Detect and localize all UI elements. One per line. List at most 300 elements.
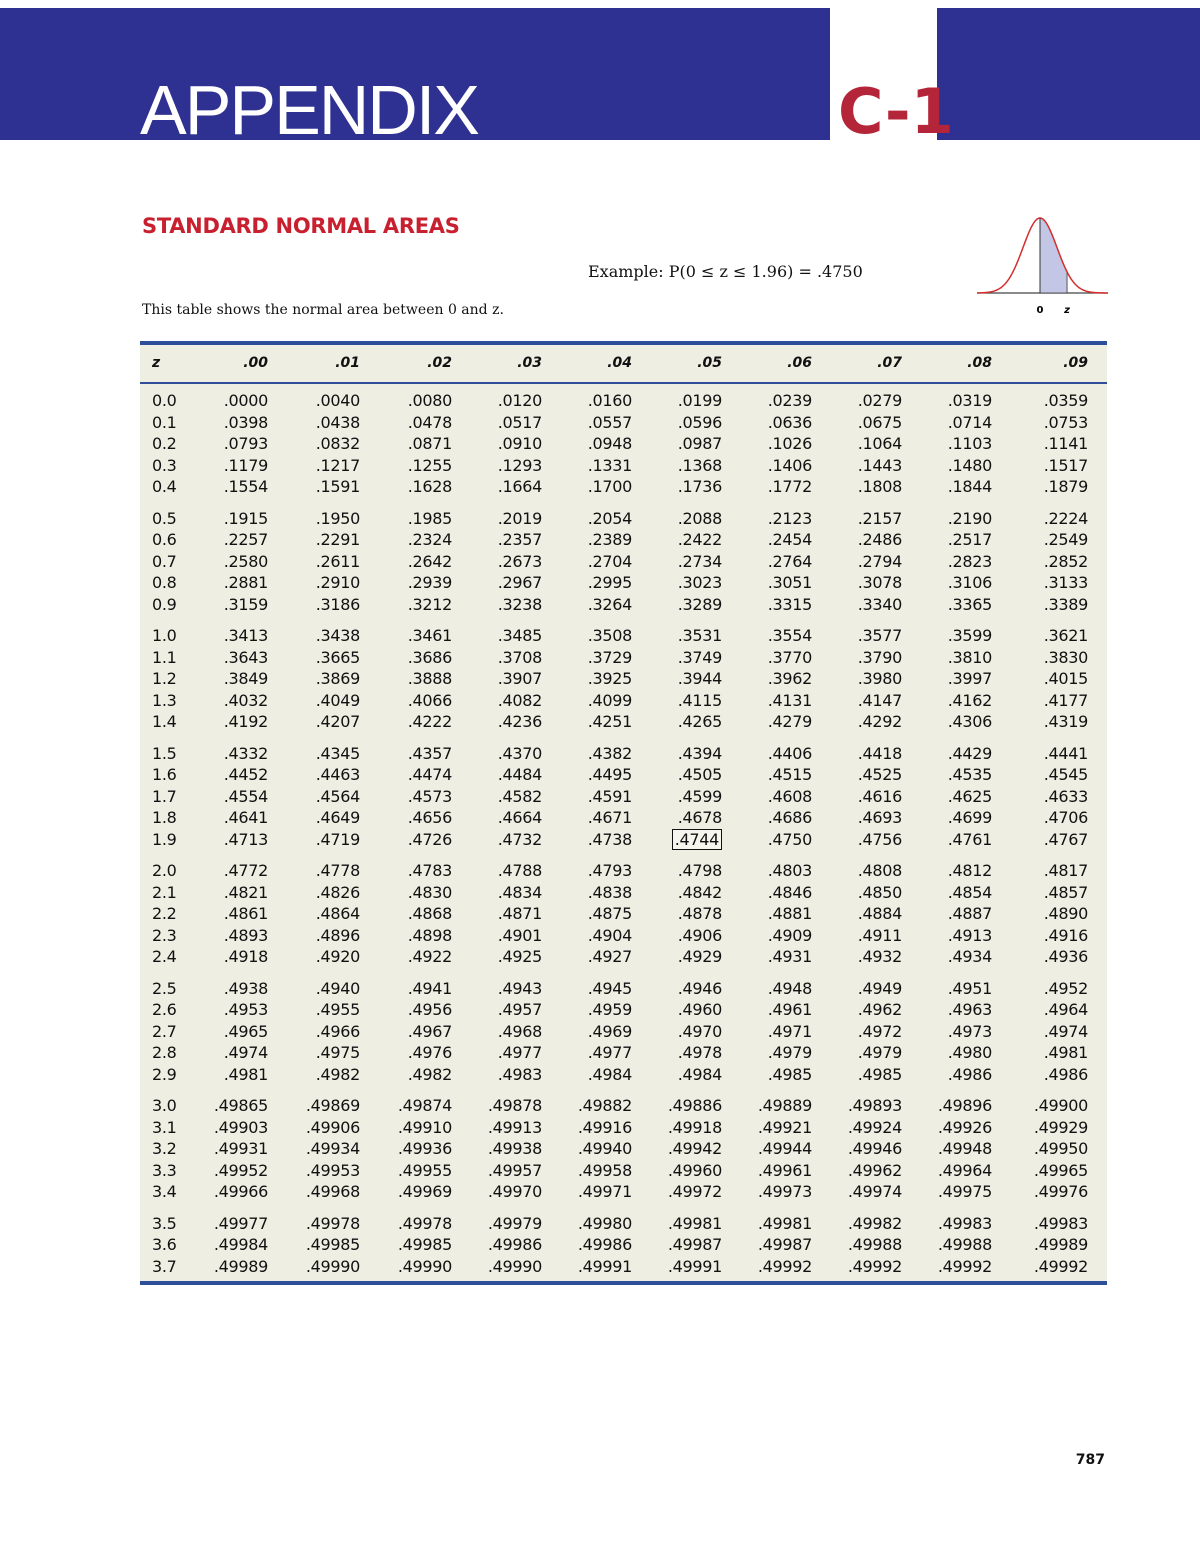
- table-row: [140, 572, 1107, 594]
- area-cell: .1879: [1043, 477, 1088, 497]
- area-cell: .49992: [757, 1256, 812, 1276]
- area-cell: .1026: [767, 434, 812, 454]
- area-cell: .2734: [677, 551, 722, 571]
- area-cell: .4474: [407, 765, 452, 785]
- area-cell: .0948: [587, 434, 632, 454]
- area-cell: .49965: [1033, 1160, 1088, 1180]
- area-cell: .49988: [937, 1235, 992, 1255]
- area-cell: .4857: [1043, 882, 1088, 902]
- area-cell: .4898: [407, 925, 452, 945]
- area-cell: .49973: [757, 1182, 812, 1202]
- area-cell: .4946: [677, 978, 722, 998]
- table-row: [140, 1064, 1107, 1086]
- area-cell: .49921: [757, 1117, 812, 1137]
- area-cell: .1443: [857, 455, 902, 475]
- z-value-cell: 2.0: [152, 861, 177, 880]
- table-row: [140, 764, 1107, 786]
- area-cell: .3461: [407, 626, 452, 645]
- area-cell: .49958: [577, 1160, 632, 1180]
- area-cell: .4162: [947, 690, 992, 710]
- area-cell: .3531: [677, 626, 722, 645]
- area-cell: .3078: [857, 573, 902, 593]
- area-cell: .1772: [767, 477, 812, 497]
- z-value-cell: 3.0: [152, 1096, 177, 1115]
- area-cell: .4984: [587, 1064, 632, 1084]
- table-row: [140, 946, 1107, 968]
- area-cell: .1103: [947, 434, 992, 454]
- area-cell: .3508: [587, 626, 632, 645]
- area-cell: .49983: [937, 1213, 992, 1233]
- area-cell: .4767: [1043, 829, 1088, 849]
- area-cell: .49991: [577, 1256, 632, 1276]
- area-cell: .1406: [767, 455, 812, 475]
- table-row: [140, 625, 1107, 647]
- area-cell: .4871: [497, 904, 542, 924]
- area-cell: .4207: [315, 712, 360, 732]
- area-cell: .3770: [767, 647, 812, 667]
- area-cell: .4938: [223, 978, 268, 998]
- area-cell: .49989: [213, 1256, 268, 1276]
- area-cell: .4131: [767, 690, 812, 710]
- area-cell: .4986: [947, 1064, 992, 1084]
- table-row: [140, 860, 1107, 882]
- z-value-cell: 0.5: [152, 508, 177, 528]
- section-title: STANDARD NORMAL AREAS: [142, 214, 460, 238]
- area-cell: .49966: [213, 1182, 268, 1202]
- area-cell: .4678: [677, 808, 722, 828]
- table-row: [140, 1117, 1107, 1139]
- area-cell: .4406: [767, 743, 812, 763]
- area-cell: .0359: [1043, 391, 1088, 410]
- area-cell: .3133: [1043, 573, 1088, 593]
- area-cell: .4738: [587, 829, 632, 849]
- area-cell: .3665: [315, 647, 360, 667]
- area-cell: .4049: [315, 690, 360, 710]
- area-cell: .4925: [497, 947, 542, 967]
- area-cell: .4693: [857, 808, 902, 828]
- area-cell: .4803: [767, 861, 812, 880]
- z-value-cell: 0.0: [152, 391, 177, 410]
- area-cell: .4625: [947, 786, 992, 806]
- area-cell: .4515: [767, 765, 812, 785]
- area-cell: .4893: [223, 925, 268, 945]
- area-cell: .4573: [407, 786, 452, 806]
- area-cell: .4980: [947, 1043, 992, 1063]
- area-cell: .4418: [857, 743, 902, 763]
- area-cell: .4956: [407, 1000, 452, 1020]
- area-cell: .3849: [223, 669, 268, 689]
- area-cell: .4973: [947, 1021, 992, 1041]
- table-row: [140, 1234, 1107, 1256]
- area-cell: .4936: [1043, 947, 1088, 967]
- area-cell: .4913: [947, 925, 992, 945]
- area-cell: .4966: [315, 1021, 360, 1041]
- area-cell: .4918: [223, 947, 268, 967]
- area-cell: .2549: [1043, 530, 1088, 550]
- area-cell: .1141: [1043, 434, 1088, 454]
- area-cell: .49969: [397, 1182, 452, 1202]
- table-row: [140, 1181, 1107, 1203]
- table-row: [140, 476, 1107, 498]
- area-cell: .2764: [767, 551, 812, 571]
- area-cell: .3997: [947, 669, 992, 689]
- area-cell: .4265: [677, 712, 722, 732]
- area-cell: .4868: [407, 904, 452, 924]
- area-cell: .3599: [947, 626, 992, 645]
- z-value-cell: 3.4: [152, 1182, 177, 1202]
- header-col-4: .03: [517, 355, 542, 371]
- area-cell: .1700: [587, 477, 632, 497]
- area-cell: .2224: [1043, 508, 1088, 528]
- area-cell: .1628: [407, 477, 452, 497]
- area-cell: .49878: [487, 1096, 542, 1115]
- area-cell: .4941: [407, 978, 452, 998]
- area-cell: .4957: [497, 1000, 542, 1020]
- area-cell: .4115: [677, 690, 722, 710]
- area-cell: .4932: [857, 947, 902, 967]
- area-cell: .4985: [857, 1064, 902, 1084]
- area-cell: .1985: [407, 508, 452, 528]
- area-cell: .0557: [587, 412, 632, 432]
- area-cell: .4931: [767, 947, 812, 967]
- table-row: [140, 594, 1107, 616]
- area-cell: .49916: [577, 1117, 632, 1137]
- z-label: z: [1064, 305, 1070, 316]
- area-cell: .0987: [677, 434, 722, 454]
- z-value-cell: 1.4: [152, 712, 177, 732]
- area-cell: .3264: [587, 594, 632, 614]
- area-cell: .3485: [497, 626, 542, 645]
- table-row: [140, 551, 1107, 573]
- area-cell: .49972: [667, 1182, 722, 1202]
- area-cell: .0517: [497, 412, 542, 432]
- z-value-cell: 2.5: [152, 978, 177, 998]
- header-col-5: .04: [607, 355, 632, 371]
- area-cell: .49990: [305, 1256, 360, 1276]
- area-cell: .49981: [667, 1213, 722, 1233]
- area-cell: .4649: [315, 808, 360, 828]
- area-cell: .3869: [315, 669, 360, 689]
- example-text: Example: P(0 ≤ z ≤ 1.96) = .4750: [588, 262, 863, 281]
- area-cell: .49968: [305, 1182, 360, 1202]
- header-col-6: .05: [697, 355, 722, 371]
- table-row: [140, 999, 1107, 1021]
- area-cell: .4345: [315, 743, 360, 763]
- header-z: z: [152, 355, 161, 371]
- area-cell: .49946: [847, 1139, 902, 1159]
- area-cell: .49985: [397, 1235, 452, 1255]
- area-cell: .4664: [497, 808, 542, 828]
- area-cell: .49882: [577, 1096, 632, 1115]
- area-cell: .4978: [677, 1043, 722, 1063]
- area-cell: .1591: [315, 477, 360, 497]
- area-cell: .49988: [847, 1235, 902, 1255]
- area-cell: .4878: [677, 904, 722, 924]
- area-cell: .3925: [587, 669, 632, 689]
- area-cell: .0279: [857, 391, 902, 410]
- area-cell: .0120: [497, 391, 542, 410]
- area-cell: .3980: [857, 669, 902, 689]
- area-cell: .4982: [407, 1064, 452, 1084]
- area-cell: .3051: [767, 573, 812, 593]
- area-cell: .4706: [1043, 808, 1088, 828]
- area-cell: .49886: [667, 1096, 722, 1115]
- area-cell: .1255: [407, 455, 452, 475]
- area-cell: .4808: [857, 861, 902, 880]
- area-cell: .4236: [497, 712, 542, 732]
- area-cell: .49931: [213, 1139, 268, 1159]
- area-cell: .4952: [1043, 978, 1088, 998]
- area-cell: .4975: [315, 1043, 360, 1063]
- area-cell: .4884: [857, 904, 902, 924]
- area-cell: .49865: [213, 1096, 268, 1115]
- area-cell: .3643: [223, 647, 268, 667]
- area-cell: .49924: [847, 1117, 902, 1137]
- area-cell: .4671: [587, 808, 632, 828]
- area-cell: .4971: [767, 1021, 812, 1041]
- z-value-cell: 3.5: [152, 1213, 177, 1233]
- area-cell: .2088: [677, 508, 722, 528]
- area-cell: .1217: [315, 455, 360, 475]
- area-cell: .3729: [587, 647, 632, 667]
- table-row: [140, 1160, 1107, 1182]
- area-cell: .0080: [407, 391, 452, 410]
- table-description: This table shows the normal area between 0 and z.: [142, 302, 504, 318]
- z-value-cell: 2.1: [152, 882, 177, 902]
- area-cell: .4850: [857, 882, 902, 902]
- area-cell: .4292: [857, 712, 902, 732]
- area-cell: .3790: [857, 647, 902, 667]
- table-row: [140, 1138, 1107, 1160]
- z-value-cell: 3.3: [152, 1160, 177, 1180]
- area-cell: .4968: [497, 1021, 542, 1041]
- table-row: [140, 529, 1107, 551]
- z-value-cell: 3.7: [152, 1256, 177, 1276]
- area-cell: .4861: [223, 904, 268, 924]
- area-cell: .1844: [947, 477, 992, 497]
- area-cell: .49990: [487, 1256, 542, 1276]
- area-cell: .4082: [497, 690, 542, 710]
- z-value-cell: 0.6: [152, 530, 177, 550]
- area-cell: .2794: [857, 551, 902, 571]
- area-cell: .1331: [587, 455, 632, 475]
- area-cell: .2019: [497, 508, 542, 528]
- area-cell: .0675: [857, 412, 902, 432]
- area-cell: .4834: [497, 882, 542, 902]
- area-cell: .49983: [1033, 1213, 1088, 1233]
- area-cell: .4525: [857, 765, 902, 785]
- area-cell: .4429: [947, 743, 992, 763]
- area-cell: .4099: [587, 690, 632, 710]
- z-value-cell: 3.2: [152, 1139, 177, 1159]
- area-cell: .4332: [223, 743, 268, 763]
- table-row: [140, 882, 1107, 904]
- area-cell: .2486: [857, 530, 902, 550]
- area-cell: .2995: [587, 573, 632, 593]
- area-cell: .49962: [847, 1160, 902, 1180]
- area-cell: .1179: [223, 455, 268, 475]
- area-cell: .0910: [497, 434, 542, 454]
- area-cell: .49974: [847, 1182, 902, 1202]
- area-cell: .3888: [407, 669, 452, 689]
- area-cell: .4306: [947, 712, 992, 732]
- page-number: 787: [1075, 1452, 1105, 1468]
- area-cell: .4948: [767, 978, 812, 998]
- area-cell: .3708: [497, 647, 542, 667]
- area-cell: .3830: [1043, 647, 1088, 667]
- area-cell: .4564: [315, 786, 360, 806]
- area-cell: .0000: [223, 391, 268, 410]
- area-cell: .4854: [947, 882, 992, 902]
- area-cell: .4772: [223, 861, 268, 880]
- area-cell: .4881: [767, 904, 812, 924]
- area-cell: .4953: [223, 1000, 268, 1020]
- area-cell: .49893: [847, 1096, 902, 1115]
- area-cell: .2852: [1043, 551, 1088, 571]
- area-cell: .4920: [315, 947, 360, 967]
- area-cell: .49985: [305, 1235, 360, 1255]
- area-cell: .4896: [315, 925, 360, 945]
- area-cell: .49952: [213, 1160, 268, 1180]
- area-cell: .4463: [315, 765, 360, 785]
- area-cell: .4756: [857, 829, 902, 849]
- z-value-cell: 2.8: [152, 1043, 177, 1063]
- area-cell: .49889: [757, 1096, 812, 1115]
- z-value-cell: 3.6: [152, 1235, 177, 1255]
- area-cell: .4599: [677, 786, 722, 806]
- area-cell: .4906: [677, 925, 722, 945]
- zero-label: 0: [1036, 305, 1044, 316]
- z-value-cell: 2.7: [152, 1021, 177, 1041]
- area-cell: .49934: [305, 1139, 360, 1159]
- area-cell: .49938: [487, 1139, 542, 1159]
- area-cell: .4901: [497, 925, 542, 945]
- table-row: [140, 455, 1107, 477]
- area-cell: .4904: [587, 925, 632, 945]
- area-cell: .3686: [407, 647, 452, 667]
- area-cell: .49944: [757, 1139, 812, 1159]
- area-cell: .4761: [947, 829, 992, 849]
- highlighted-value: .4744: [672, 829, 722, 850]
- area-cell: .1808: [857, 477, 902, 497]
- area-cell: .2611: [315, 551, 360, 571]
- area-cell: .4977: [587, 1043, 632, 1063]
- area-cell: .4793: [587, 861, 632, 880]
- area-cell: .4357: [407, 743, 452, 763]
- area-cell: .4964: [1043, 1000, 1088, 1020]
- area-cell: .4864: [315, 904, 360, 924]
- area-cell: .4887: [947, 904, 992, 924]
- area-cell: [642, 829, 722, 851]
- z-value-cell: 0.7: [152, 551, 177, 571]
- area-cell: .3186: [315, 594, 360, 614]
- area-cell: .4817: [1043, 861, 1088, 880]
- area-cell: .1064: [857, 434, 902, 454]
- area-cell: .4633: [1043, 786, 1088, 806]
- area-cell: .0714: [947, 412, 992, 432]
- area-cell: .4441: [1043, 743, 1088, 763]
- area-cell: .4686: [767, 808, 812, 828]
- area-cell: .4986: [1043, 1064, 1088, 1084]
- area-cell: .2881: [223, 573, 268, 593]
- table-row: [140, 978, 1107, 1000]
- area-cell: .4778: [315, 861, 360, 880]
- area-cell: .3389: [1043, 594, 1088, 614]
- area-cell: .49992: [847, 1256, 902, 1276]
- area-cell: .1293: [497, 455, 542, 475]
- area-cell: .4394: [677, 743, 722, 763]
- area-cell: .4382: [587, 743, 632, 763]
- area-cell: .1950: [315, 508, 360, 528]
- area-cell: .4916: [1043, 925, 1088, 945]
- area-cell: .4976: [407, 1043, 452, 1063]
- area-cell: .49960: [667, 1160, 722, 1180]
- table-row: [140, 1042, 1107, 1064]
- table-row: [140, 786, 1107, 808]
- area-cell: .49981: [757, 1213, 812, 1233]
- table-row: [140, 1095, 1107, 1117]
- area-cell: .4535: [947, 765, 992, 785]
- area-cell: .4719: [315, 829, 360, 849]
- area-cell: .49986: [487, 1235, 542, 1255]
- z-value-cell: 1.9: [152, 829, 177, 849]
- area-cell: .1915: [223, 508, 268, 528]
- area-cell: .0319: [947, 391, 992, 410]
- area-cell: .2123: [767, 508, 812, 528]
- area-cell: .1517: [1043, 455, 1088, 475]
- area-cell: .1554: [223, 477, 268, 497]
- area-cell: .3962: [767, 669, 812, 689]
- area-cell: .2673: [497, 551, 542, 571]
- area-cell: .4911: [857, 925, 902, 945]
- area-cell: .49906: [305, 1117, 360, 1137]
- area-cell: .0160: [587, 391, 632, 410]
- area-cell: .49961: [757, 1160, 812, 1180]
- area-cell: .49936: [397, 1139, 452, 1159]
- z-value-cell: 0.4: [152, 477, 177, 497]
- area-cell: .49929: [1033, 1117, 1088, 1137]
- area-cell: .49900: [1033, 1096, 1088, 1115]
- area-cell: .4222: [407, 712, 452, 732]
- area-cell: .4015: [1043, 669, 1088, 689]
- area-cell: .4969: [587, 1021, 632, 1041]
- area-cell: .0793: [223, 434, 268, 454]
- z-value-cell: 0.3: [152, 455, 177, 475]
- area-cell: .3749: [677, 647, 722, 667]
- appendix-number: C-1: [838, 75, 954, 148]
- z-value-cell: 1.1: [152, 647, 177, 667]
- area-cell: .4974: [223, 1043, 268, 1063]
- area-cell: .4821: [223, 882, 268, 902]
- table-row: [140, 647, 1107, 669]
- table-row: [140, 743, 1107, 765]
- z-value-cell: 1.5: [152, 743, 177, 763]
- header-col-3: .02: [427, 355, 452, 371]
- area-cell: .0753: [1043, 412, 1088, 432]
- area-cell: .2454: [767, 530, 812, 550]
- z-value-cell: 0.8: [152, 573, 177, 593]
- table-row: [140, 1213, 1107, 1235]
- area-cell: .49991: [667, 1256, 722, 1276]
- area-cell: .4608: [767, 786, 812, 806]
- area-cell: .49918: [667, 1117, 722, 1137]
- area-cell: .49980: [577, 1213, 632, 1233]
- area-cell: .3413: [223, 626, 268, 645]
- area-cell: .4699: [947, 808, 992, 828]
- area-cell: .4545: [1043, 765, 1088, 785]
- area-cell: .4963: [947, 1000, 992, 1020]
- area-cell: .2054: [587, 508, 632, 528]
